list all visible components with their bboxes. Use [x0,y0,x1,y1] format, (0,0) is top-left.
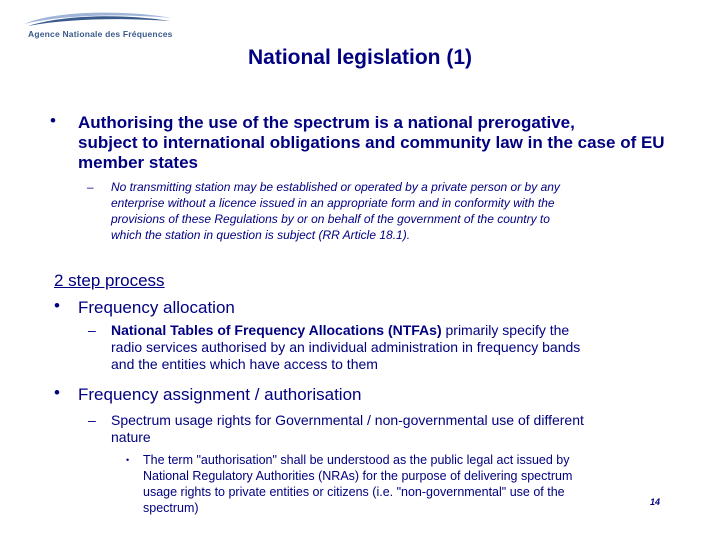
quote-line: which the station in question is subject (RR Article 18.1). [111,228,411,242]
dash-marker: – [88,412,96,428]
logo-swoosh-icon [16,8,174,30]
page-number: 14 [650,497,661,507]
bullet-marker: • [54,383,60,402]
allocation-label: Frequency allocation [78,298,235,317]
authorisation-definition [143,452,643,516]
main-point-line: subject to international obligations and community law in the case of EU [78,133,665,152]
section-heading: 2 step process [54,271,165,290]
assignment-label: Frequency assignment / authorisation [78,385,362,404]
definition-line: spectrum) [143,501,199,515]
bullet-marker: • [54,296,60,315]
definition-line: National Regulatory Authorities (NRAs) for the purpose of delivering spectrum [143,469,573,483]
quote-line: enterprise without a licence issued in an appropriate form and in conformity with the [111,196,555,210]
allocation-detail-line: and the entities which have access to them [111,356,378,372]
bullet-marker: • [50,111,56,130]
allocation-detail [111,322,671,373]
assignment-detail-line: nature [111,429,151,445]
main-point-line: Authorising the use of the spectrum is a national prerogative, [78,113,575,132]
quote-line: No transmitting station may be established or operated by a private person or by any [111,180,560,194]
logo-text: Agence Nationale des Fréquences [28,29,173,39]
main-point-line: member states [78,153,199,172]
dash-marker: – [88,322,96,338]
ntfa-term: National Tables of Frequency Allocations (NTFAs) [111,322,442,338]
regulation-quote [111,179,671,243]
assignment-detail [111,412,671,446]
sub-bullet-marker: • [126,455,130,465]
anfr-logo [16,8,176,42]
definition-line: The term "authorisation" shall be understood as the public legal act issued by [143,453,570,467]
assignment-detail-line: Spectrum usage rights for Governmental / non-governmental use of different [111,412,584,428]
dash-marker: – [87,180,94,194]
allocation-detail-line: radio services authorised by an individual administration in frequency bands [111,339,581,355]
definition-line: usage rights to private entities or citizens (i.e. "non-governmental" use of the [143,485,565,499]
main-point [78,113,698,173]
allocation-detail-rest: primarily specify the [441,322,570,338]
quote-line: provisions of these Regulations by or on behalf of the government of the country to [111,212,550,226]
slide-title: National legislation (1) [247,46,473,69]
